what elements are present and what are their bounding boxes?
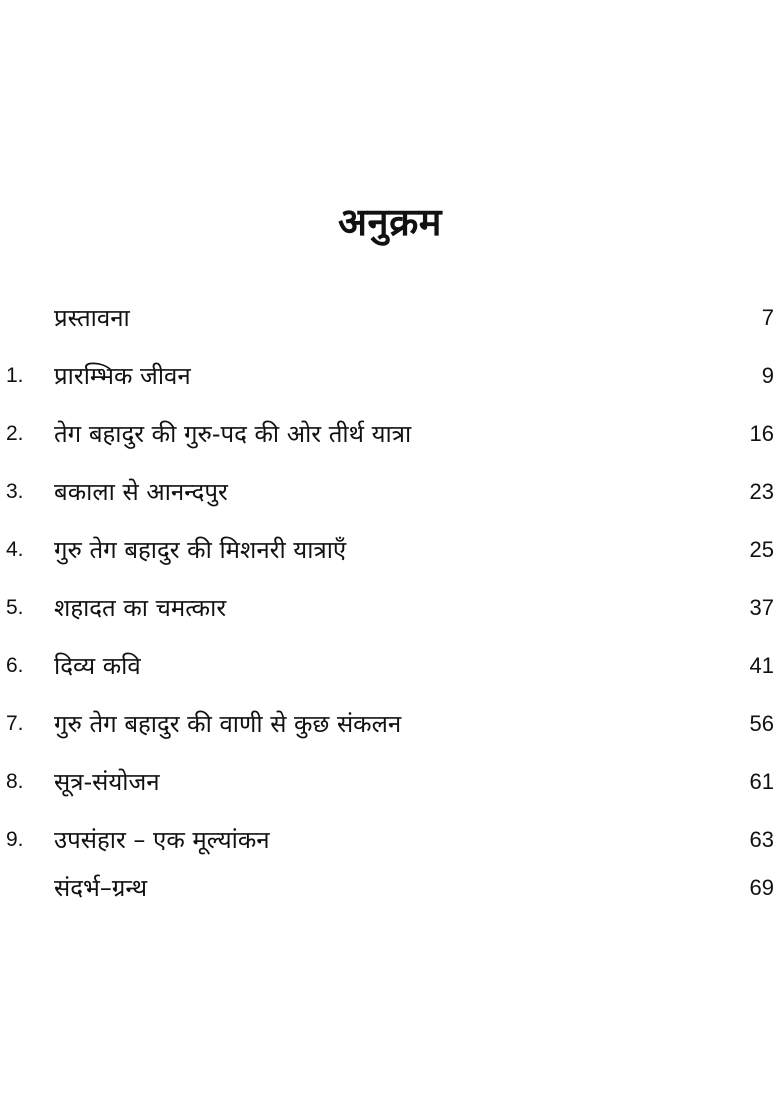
toc-entry-title: बकाला से आनन्दपुर	[54, 478, 228, 506]
toc-entry-page: 7	[761, 305, 774, 330]
toc-entry-number: 2.	[6, 422, 24, 445]
toc-entry-number: 6.	[6, 654, 24, 677]
toc-entry-page: 41	[749, 653, 774, 678]
toc-entry-title: प्रस्तावना	[54, 304, 130, 332]
toc-entry-title: तेग बहादुर की गुरु-पद की ओर तीर्थ यात्रा	[54, 420, 412, 448]
toc-entry-number: 4.	[6, 538, 24, 561]
toc-entry-number: 7.	[6, 712, 24, 735]
toc-entry	[0, 644, 780, 688]
toc-entry	[0, 528, 780, 572]
toc-entry-page: 25	[749, 537, 774, 562]
page-title: अनुक्रम	[337, 200, 443, 244]
toc-entry-number: 3.	[6, 480, 24, 503]
toc-entry	[0, 354, 780, 398]
toc-entry	[0, 760, 780, 804]
toc-entry-page: 37	[749, 595, 774, 620]
toc-entry-page: 9	[761, 363, 774, 388]
toc-entry	[0, 586, 780, 630]
toc-entry-page: 23	[749, 479, 774, 504]
toc-entry-number: 8.	[6, 770, 24, 793]
toc-entry-title: दिव्य कवि	[54, 652, 141, 680]
toc-entry-title: प्रारम्भिक जीवन	[54, 362, 191, 390]
toc-entry-number: 1.	[6, 364, 24, 387]
toc-entry	[0, 470, 780, 514]
toc-entry-title: उपसंहार – एक मूल्यांकन	[54, 826, 270, 854]
toc-entry-title: संदर्भ–ग्रन्थ	[54, 874, 148, 902]
toc-entry	[0, 412, 780, 456]
toc-entry-number: 5.	[6, 596, 24, 619]
toc-entry-page: 16	[749, 421, 774, 446]
toc-entry-page: 56	[749, 711, 774, 736]
toc-entry-title: सूत्र-संयोजन	[54, 768, 160, 796]
toc-entry-title: गुरु तेग बहादुर की मिशनरी यात्राएँ	[54, 536, 347, 564]
toc-entry-title: शहादत का चमत्कार	[54, 594, 227, 622]
toc-entry	[0, 818, 780, 862]
toc-entry	[0, 702, 780, 746]
toc-entry	[0, 866, 780, 910]
toc-entry-page: 69	[749, 875, 774, 900]
toc-entry	[0, 296, 780, 340]
toc-entry-title: गुरु तेग बहादुर की वाणी से कुछ संकलन	[54, 710, 402, 738]
toc-entry-page: 63	[749, 827, 774, 852]
toc-entry-number: 9.	[6, 828, 24, 851]
toc-entry-page: 61	[749, 769, 774, 794]
